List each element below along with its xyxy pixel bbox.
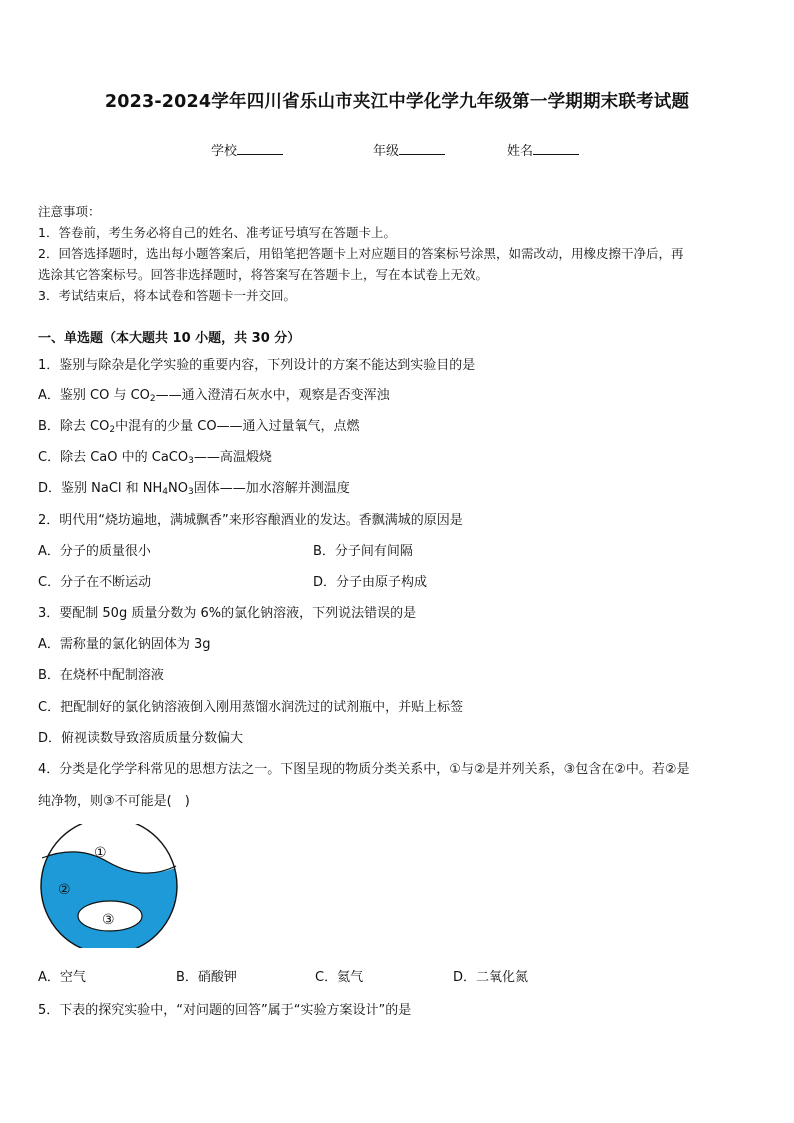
q1-option-a: A．鉴别 CO 与 $CO_2——$通入澄清石灰水中，观察是否变浑浊 [38,388,390,404]
school-field [211,140,283,159]
grade-blank[interactable] [399,142,445,155]
name-label: 姓名 [507,144,534,159]
q3-option-d: D．俯视读数导致溶质质量分数偏大 [38,731,244,746]
note-2a: 2．回答选择题时，选出每小题答案后，用铅笔把答题卡上对应题目的答案标号涂黑，如需改动，用橡皮擦干净后，再 [38,246,684,261]
note-2b: 选涂其它答案标号。回答非选择题时，将答案写在答题卡上，写在本试卷上无效。 [38,267,489,282]
school-blank[interactable] [237,142,283,155]
q2-option-a: A．分子的质量很小 [38,544,151,559]
exam-title: 2023-2024学年四川省乐山市夹江中学化学九年级第一学期期末联考试题 [104,92,690,112]
region-2-fill [38,852,180,948]
q4-stem-line2: 纯净物，则③不可能是( ) [38,794,190,809]
q4-option-b: B．硝酸钾 [176,970,237,985]
q1-option-d: D．鉴别 NaCl 和 $NH_4NO_3$固体——加水溶解并测温度 [38,481,350,497]
name-field [507,140,579,159]
classification-diagram [38,824,180,948]
notes-block [38,201,758,306]
q4-option-c: C．氦气 [315,970,364,985]
q2-option-d: D．分子由原子构成 [313,575,428,590]
section-heading: 一、单选题（本大题共 10 小题，共 30 分） [38,331,301,346]
q3-option-c: C．把配制好的氯化钠溶液倒入刚用蒸馏水润洗过的试剂瓶中，并贴上标签 [38,700,464,715]
note-1: 1．答卷前，考生务必将自己的姓名、准考证号填写在答题卡上。 [38,225,396,240]
label-3: ③ [102,912,115,928]
q1-option-c: C．除去 CaO 中的 CaCO$_3$——高温煅烧 [38,450,272,466]
q2-option-c: C．分子在不断运动 [38,575,152,590]
q3-option-b: B．在烧杯中配制溶液 [38,668,164,683]
grade-field [373,140,445,159]
q3-stem: 3．要配制 50g 质量分数为 6%的氯化钠溶液，下列说法错误的是 [38,606,417,621]
school-label: 学校 [211,144,238,159]
q4-stem-line1: 4．分类是化学学科常见的思想方法之一。下图呈现的物质分类关系中，①与②是并列关系，③包含在②中。若②是 [38,762,690,777]
q4-option-d: D．二氧化氮 [453,970,529,985]
grade-label: 年级 [373,144,400,159]
q2-option-b: B．分子间有间隔 [313,544,413,559]
name-blank[interactable] [533,142,579,155]
q2-stem: 2．明代用“烧坊遍地，满城飘香”来形容酿酒业的发达。香飘满城的原因是 [38,513,463,528]
label-2: ② [58,882,71,898]
q4-option-a: A．空气 [38,970,86,985]
q1-option-b: B．除去 $CO_2$中混有的少量 CO——通入过量氧气，点燃 [38,419,360,435]
notes-heading: 注意事项： [38,204,101,219]
label-1: ① [94,845,107,861]
q1-stem: 1．鉴别与除杂是化学实验的重要内容，下列设计的方案不能达到实验目的是 [38,358,476,373]
note-3: 3．考试结束后，将本试卷和答题卡一并交回。 [38,288,296,303]
q3-option-a: A．需称量的氯化钠固体为 3g [38,637,211,652]
q5-stem: 5．下表的探究实验中，“对问题的回答”属于“实验方案设计”的是 [38,1003,412,1018]
